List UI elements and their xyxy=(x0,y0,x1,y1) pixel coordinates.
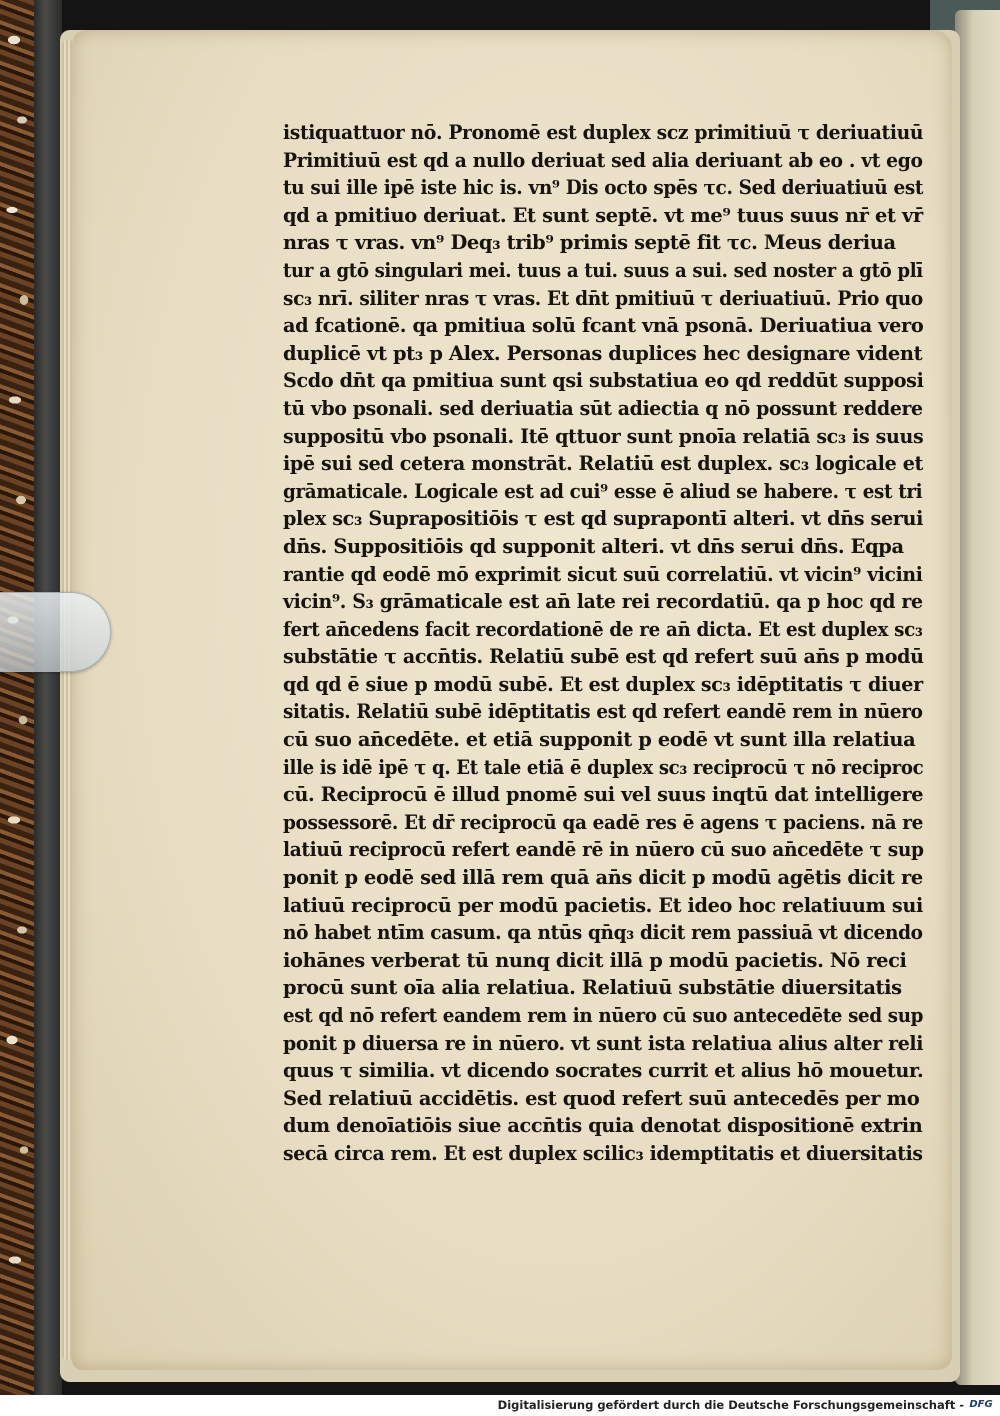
text-line: procū sunt oīa alia relatiua. Relatiuū substātie diuersitatis xyxy=(283,976,902,1000)
text-line: tur a gtō singulari mei. tuus a tui. suus a sui. sed noster a gtō plī xyxy=(283,258,923,282)
text-line: latiuū reciprocū refert eandē rē in nūero cū suo an̄cedēte τ sup xyxy=(283,838,924,862)
text-line: ille is idē ipē τ q. Et tale etiā ē duplex sc₃ reciprocū τ nō reciproc xyxy=(283,755,924,779)
text-line: Sed relatiuū accidētis. est quod refert suū antecedēs per mo xyxy=(283,1086,920,1110)
footer-bar xyxy=(0,1395,1000,1416)
page-clip xyxy=(0,592,111,672)
text-line: nras τ vras. vn⁹ Deq₃ trib⁹ primis septē fit τc. Meus deriua xyxy=(283,231,896,255)
text-line: ponit p eodē sed illā rem quā an̄s dicit p modū agētis dicit re xyxy=(283,866,923,890)
text-line: cū. Reciprocū ē illud pnomē sui vel suus inqtū dat intelligere xyxy=(283,783,924,807)
text-line: dn̄s. Suppositiōis qd supponit alteri. vt dn̄s serui dn̄s. Eqpa xyxy=(283,534,904,558)
marbled-binding xyxy=(0,0,34,1395)
text-block xyxy=(283,119,923,1168)
text-line: substātie τ accn̄tis. Relatiū subē est qd refert suū an̄s p modū xyxy=(283,645,924,669)
text-line: ponit p diuersa re in nūero. vt sunt ista relatiua alius alter reli xyxy=(283,1031,924,1055)
text-line: qd a pmitiuo deriuat. Et sunt septē. vt me⁹ tuus suus nr̄ et vr̄ xyxy=(283,203,923,227)
next-page-edge xyxy=(955,10,1000,1385)
text-line: sc₃ nrī. siliter nras τ vras. Et dn̄t pmitiuū τ deriuatiuū. Prio quo xyxy=(283,286,923,310)
dfg-logo: DFG xyxy=(969,1399,993,1410)
text-line: Primitiuū est qd a nullo deriuat sed alia deriuant ab eo . vt ego xyxy=(283,148,923,172)
text-line: est qd nō refert eandem rem in nūero cū suo antecedēte sed sup xyxy=(283,1004,924,1027)
text-line: tu sui ille ipē iste hic is. vn⁹ Dis octo spēs τc. Sed deriuatiuū est xyxy=(283,176,924,200)
text-line: Scdo dn̄t qa pmitiua sunt qsi substatiua eo qd reddūt supposi xyxy=(283,369,924,393)
text-line: cū suo an̄cedēte. et etiā supponit p eodē vt sunt illa relatiua xyxy=(283,728,916,752)
text-line: latiuū reciprocū per modū pacietis. Et ideo hoc relatiuum sui xyxy=(283,893,923,917)
text-line: dum denoīatiōis siue accn̄tis quia denotat dispositionē extrin xyxy=(283,1114,923,1138)
text-line: iohānes verberat tū nunq dicit illā p modū pacietis. Nō reci xyxy=(283,948,907,972)
text-line: fert an̄cedens facit recordationē de re an̄ dicta. Et est duplex sc₃ xyxy=(283,617,923,641)
text-line: ad fcationē. qa pmitiua solū fcant vnā psonā. Deriuatiua vero xyxy=(283,314,924,338)
text-line: ipē sui sed cetera monstrāt. Relatiū est duplex. sc₃ logicale et xyxy=(283,452,924,476)
text-line: plex sc₃ Suprapositiōis τ est qd suprapontī alteri. vt dn̄s serui xyxy=(283,507,924,531)
text-line: sitatis. Relatiū subē idēptitatis est qd refert eandē rem in nūero xyxy=(283,700,923,724)
text-line: duplicē vt pt₃ p Alex. Personas duplices hec designare vident xyxy=(283,341,923,365)
binding-edge xyxy=(34,0,62,1395)
funding-credit: Digitalisierung gefördert durch die Deutsche Forschungsgemeinschaft - xyxy=(497,1398,964,1412)
text-line: istiquattuor nō. Pronomē est duplex scz primitiuū τ deriuatiuū xyxy=(283,121,924,144)
text-line: possessorē. Et dr̄ reciprocū qa eadē res ē agens τ paciens. nā re xyxy=(283,810,924,834)
text-line: nō habet ntīm casum. qa ntūs qn̄q₃ dicit rem passiuā vt dicendo xyxy=(283,921,923,945)
text-line: vicin⁹. S₃ grāmaticale est an̄ late rei recordatiū. qa p hoc qd re xyxy=(283,590,923,614)
text-line: tū vbo psonali. sed deriuatia sūt adiectia q nō possunt reddere xyxy=(283,396,923,420)
text-line: secā circa rem. Et est duplex scilic₃ idemptitatis et diuersitatis xyxy=(283,1141,923,1165)
text-line: grāmaticale. Logicale est ad cui⁹ esse ē aliud se habere. τ est tri xyxy=(283,479,923,503)
text-line: suppositū vbo psonali. Itē qttuor sunt pnoīa relatiā sc₃ is suus xyxy=(283,424,924,448)
text-line: quus τ similia. vt dicendo socrates currit et alius hō mouetur. xyxy=(283,1059,924,1083)
text-line: qd qd ē siue p modū subē. Et est duplex sc₃ idēptitatis τ diuer xyxy=(283,672,923,696)
text-line: rantie qd eodē mō exprimit sicut suū correlatiū. vt vicin⁹ vicini xyxy=(283,562,923,586)
